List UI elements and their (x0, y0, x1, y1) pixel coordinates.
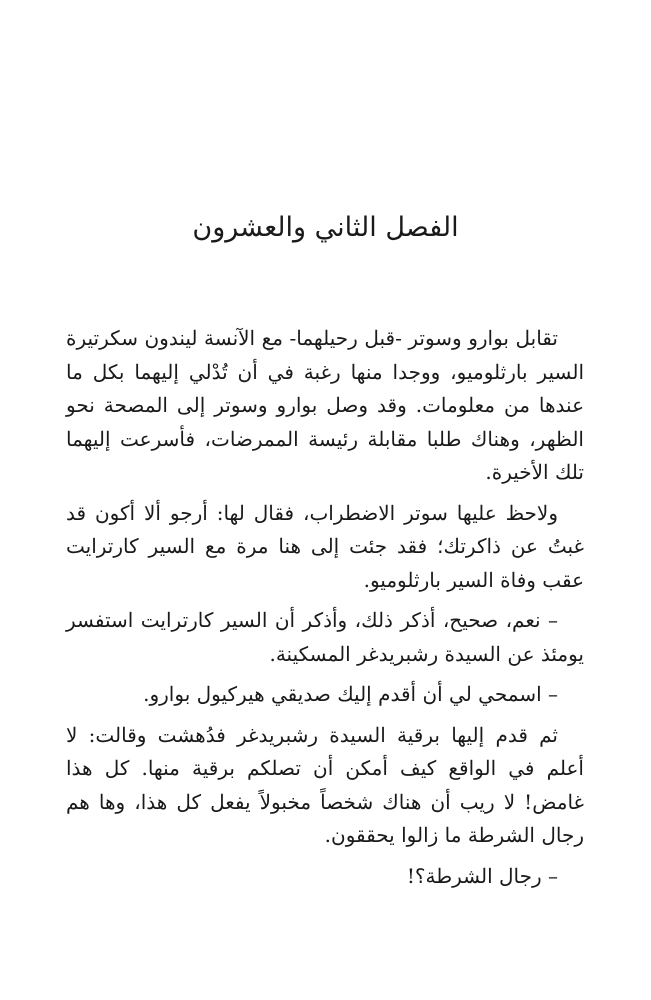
paragraph: ولاحظ عليها سوتر الاضطراب، فقال لها: أرجو ألا أكون قد غبتُ عن ذاكرتك؛ فقد جئت إلى هنا مرة مع السير كارترايت عقب وفاة السير بارثلوميو. (66, 500, 584, 592)
paragraph: – نعم، صحيح، أذكر ذلك، وأذكر أن السير كارترايت استفسر يومئذ عن السيدة رشبريدغر المسكينة. (66, 608, 584, 666)
paragraph: – رجال الشرطة؟! (406, 863, 558, 888)
paragraph: تقابل بوارو وسوتر -قبل رحيلهما- مع الآنسة ليندون سكرتيرة السير بارثلوميو، ووجدا منها رغبة في أن تُدْلي إليهما بكل ما عندها من معلومات. وقد وصل بوارو وسوتر إلى المصحة نحو الظهر، وهناك طلبا مقابلة رئيسة الممرضات، فأسرعت إليهما تلك الأخيرة. (66, 326, 584, 484)
chapter-title: الفصل الثاني والعشرون (192, 212, 459, 243)
paragraph: – اسمحي لي أن أقدم إليك صديقي هيركيول بوارو. (143, 682, 558, 706)
paragraph: ثم قدم إليها برقية السيدة رشبريدغر فدُهشت وقالت: لا أعلم في الواقع كيف أمكن أن تصلكم برقية منها. كل هذا غامض! لا ريب أن هناك شخصاً مخبولاً يفعل كل هذا، وها هم رجال الشرطة ما زالوا يحققون. (66, 722, 584, 847)
chapter-body (66, 322, 584, 900)
